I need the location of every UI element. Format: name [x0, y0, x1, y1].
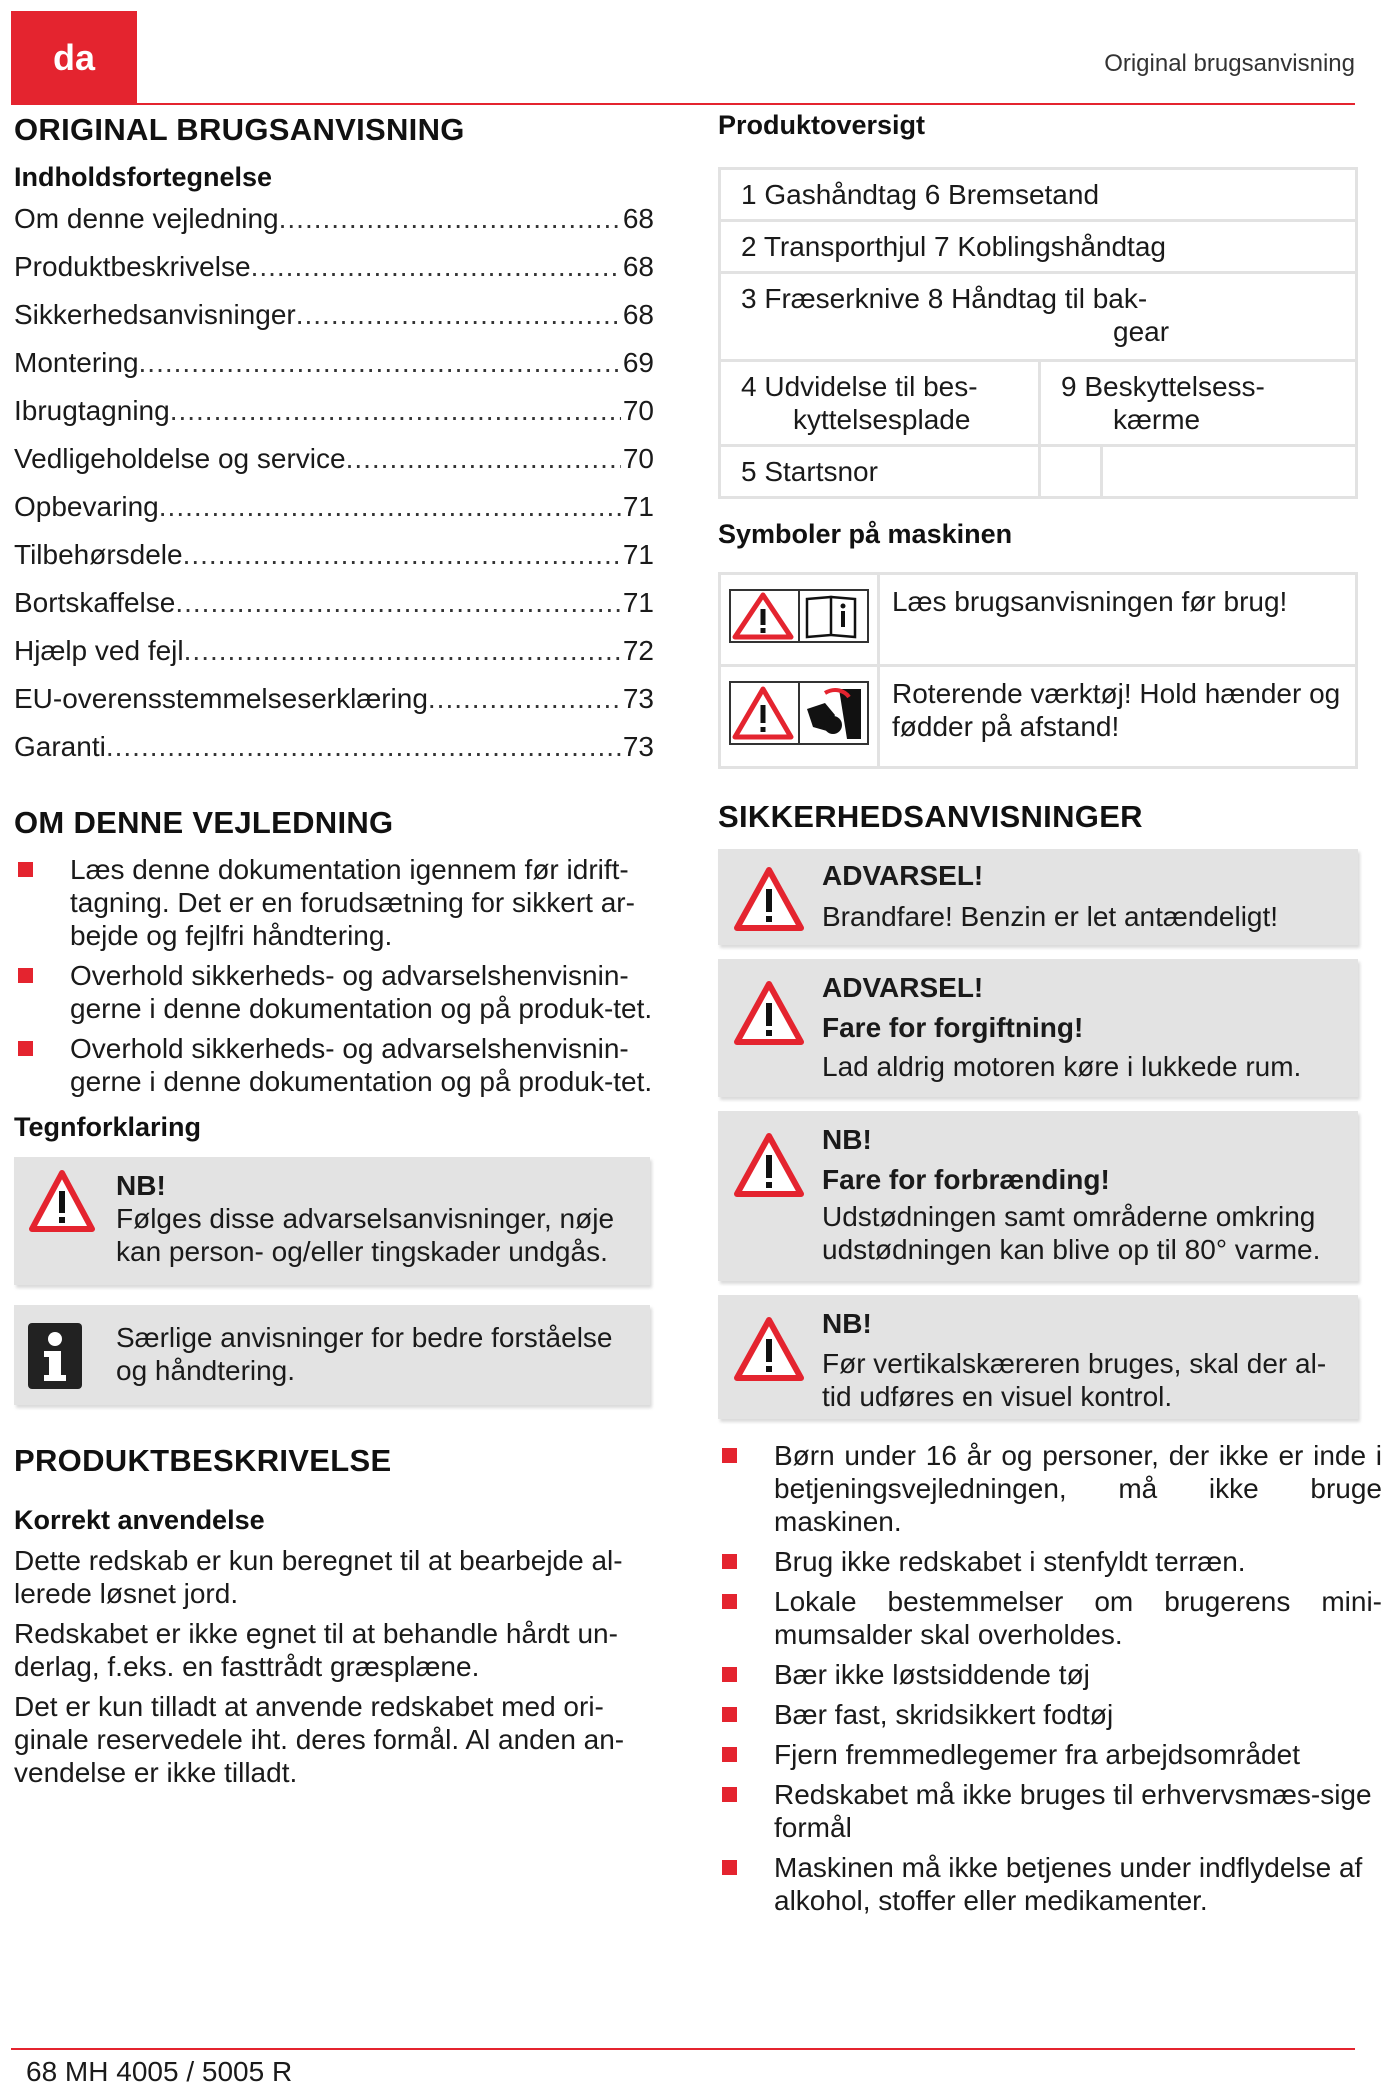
warning-triangle-icon — [732, 1131, 806, 1199]
bullet-square-icon — [722, 1448, 737, 1463]
table-row — [720, 574, 1357, 666]
toc-entry[interactable]: Garanti ..... 73 — [14, 723, 654, 771]
symbols-title: Symboler på maskinen — [718, 519, 1013, 549]
main-title: ORIGINAL BRUGSANVISNING — [14, 112, 465, 147]
notice-subtitle: Fare for forbrænding! — [822, 1164, 1110, 1195]
toc-entry[interactable]: Bortskaffelse ..... 71 — [14, 579, 654, 627]
warning-triangle-icon — [732, 979, 806, 1047]
toc-entry[interactable]: Ibrugtagning ..... 70 — [14, 387, 654, 435]
bullet-square-icon — [722, 1667, 737, 1682]
list-item: Lokale bestemmelser om brugerens mini-mumsalder skal overholdes. — [718, 1585, 1382, 1651]
paragraph: Redskabet er ikke egnet til at behandle hårdt un-derlag, f.eks. en fasttrådt græsplæne. — [14, 1618, 618, 1682]
warning-triangle-icon — [28, 1169, 96, 1233]
warning-notice — [718, 959, 1358, 1097]
bullet-square-icon — [722, 1707, 737, 1722]
legend-warning-text: Følges disse advarselsanvisninger, nøje kan person- og/eller tingskader undgås. — [116, 1203, 615, 1267]
info-icon — [28, 1323, 82, 1389]
table-cell — [720, 666, 879, 768]
symbols-table — [718, 572, 1358, 769]
table-row — [720, 221, 1357, 273]
list-item: Bær ikke løstsiddende tøj — [718, 1658, 1382, 1691]
table-cell — [720, 574, 879, 666]
right-column — [718, 110, 1382, 1924]
product-section-title: PRODUKTBESKRIVELSE — [14, 1443, 392, 1478]
list-item: Overhold sikkerheds- og advarselshenvisnin-gerne i denne dokumentation og på produk-tet. — [14, 959, 654, 1025]
notice-text: Lad aldrig motoren køre i lukkede rum. — [822, 1051, 1302, 1082]
bullet-square-icon — [18, 862, 33, 877]
table-row — [720, 361, 1357, 446]
table-cell: 1 Gashåndtag 6 Bremsetand — [720, 169, 1357, 221]
list-item: Overhold sikkerheds- og advarselshenvisnin-gerne i denne dokumentation og på produk-tet. — [14, 1032, 654, 1098]
warning-triangle-icon — [732, 1315, 806, 1383]
toc-title: Indholdsfortegnelse — [14, 162, 273, 192]
list-item: Fjern fremmedlegemer fra arbejdsområdet — [718, 1738, 1382, 1771]
notice-text: Udstødningen samt områderne omkring udstødningen kan blive op til 80° varme. — [822, 1201, 1321, 1265]
table-cell: Roterende værktøj! Hold hænder og fødder på afstand! — [879, 666, 1357, 768]
safety-rules-list — [718, 1439, 1382, 1917]
table-of-contents — [14, 195, 654, 771]
rotating-tool-icon — [729, 681, 869, 745]
table-cell: 2 Transporthjul 7 Koblingshåndtag — [720, 221, 1357, 273]
bullet-square-icon — [722, 1787, 737, 1802]
table-row — [720, 169, 1357, 221]
list-item: Redskabet må ikke bruges til erhvervsmæs-sige formål — [718, 1778, 1382, 1844]
table-row — [720, 446, 1357, 498]
list-item: Bær fast, skridsikkert fodtøj — [718, 1698, 1382, 1731]
language-tab: da — [11, 11, 137, 104]
table-cell: 4 Udvidelse til bes- kyttelsesplade — [720, 361, 1040, 446]
list-item: Børn under 16 år og personer, der ikke er inde i betjeningsvejledningen, må ikke bruge maskinen. — [718, 1439, 1382, 1538]
legend-warning-title: NB! — [116, 1170, 166, 1201]
warning-notice — [718, 1295, 1358, 1419]
notice-text: Før vertikalskæreren bruges, skal der al-tid udføres en visuel kontrol. — [822, 1348, 1327, 1412]
bullet-square-icon — [18, 968, 33, 983]
list-item: Maskinen må ikke betjenes under indflydelse af alkohol, stoffer eller medikamenter. — [718, 1851, 1382, 1917]
safety-section-title: SIKKERHEDSANVISNINGER — [718, 799, 1143, 834]
toc-entry[interactable]: Om denne vejledning ..... 68 — [14, 195, 654, 243]
table-cell — [1040, 446, 1102, 498]
read-manual-icon — [729, 589, 869, 643]
header-document-title: Original brugsanvisning — [1104, 50, 1355, 77]
header-divider — [11, 103, 1355, 105]
footer-divider — [11, 2048, 1355, 2050]
list-item: Brug ikke redskabet i stenfyldt terræn. — [718, 1545, 1382, 1578]
toc-entry[interactable]: Hjælp ved fejl ..... 72 — [14, 627, 654, 675]
notice-title: NB! — [822, 1308, 872, 1339]
toc-entry[interactable]: Sikkerhedsanvisninger ..... 68 — [14, 291, 654, 339]
list-item: Læs denne dokumentation igennem før idrift-tagning. Det er en forudsætning for sikkert ar-bejde og fejlfri håndtering. — [14, 853, 654, 952]
bullet-square-icon — [18, 1041, 33, 1056]
table-row — [720, 666, 1357, 768]
warning-notice — [718, 1111, 1358, 1281]
notice-title: ADVARSEL! — [822, 972, 984, 1003]
correct-use-title: Korrekt anvendelse — [14, 1505, 265, 1535]
bullet-square-icon — [722, 1554, 737, 1569]
table-cell: Læs brugsanvisningen før brug! — [879, 574, 1357, 666]
notice-subtitle: Fare for forgiftning! — [822, 1012, 1084, 1043]
bullet-square-icon — [722, 1594, 737, 1609]
paragraph: Det er kun tilladt at anvende redskabet med ori-ginale reservedele iht. deres formål. Al anden an-vendelse er ikke tilladt. — [14, 1691, 625, 1788]
notice-text: Brandfare! Benzin er let antændeligt! — [822, 901, 1279, 932]
toc-entry[interactable]: Produktbeskrivelse ..... 68 — [14, 243, 654, 291]
bullet-square-icon — [722, 1860, 737, 1875]
table-cell: 3 Fræserknive 8 Håndtag til bak- gear — [720, 273, 1357, 361]
left-column — [14, 112, 654, 1789]
toc-entry[interactable]: Vedligeholdelse og service ..... 70 — [14, 435, 654, 483]
warning-triangle-icon — [732, 865, 806, 933]
table-cell — [1102, 446, 1357, 498]
toc-entry[interactable]: Montering ..... 69 — [14, 339, 654, 387]
footer-page-info: 68 MH 4005 / 5005 R — [26, 2056, 293, 2087]
toc-entry[interactable]: EU-overensstemmelseserklæring ..... 73 — [14, 675, 654, 723]
table-cell: 9 Beskyttelsess- kærme — [1040, 361, 1357, 446]
about-bullet-list — [14, 853, 654, 1098]
legend-warning-notice — [14, 1157, 650, 1285]
legend-info-text: Særlige anvisninger for bedre forståelse og håndtering. — [116, 1322, 613, 1386]
legend-info-notice — [14, 1305, 650, 1405]
about-section-title: OM DENNE VEJLEDNING — [14, 805, 394, 840]
toc-entry[interactable]: Tilbehørsdele ..... 71 — [14, 531, 654, 579]
legend-title: Tegnforklaring — [14, 1112, 202, 1142]
notice-title: NB! — [822, 1124, 872, 1155]
table-cell: 5 Startsnor — [720, 446, 1040, 498]
bullet-square-icon — [722, 1747, 737, 1762]
table-row — [720, 273, 1357, 361]
product-overview-table — [718, 167, 1358, 499]
overview-title: Produktoversigt — [718, 110, 926, 140]
notice-title: ADVARSEL! — [822, 860, 984, 891]
warning-notice — [718, 849, 1358, 945]
toc-entry[interactable]: Opbevaring ..... 71 — [14, 483, 654, 531]
paragraph: Dette redskab er kun beregnet til at bearbejde al-lerede løsnet jord. — [14, 1545, 623, 1609]
